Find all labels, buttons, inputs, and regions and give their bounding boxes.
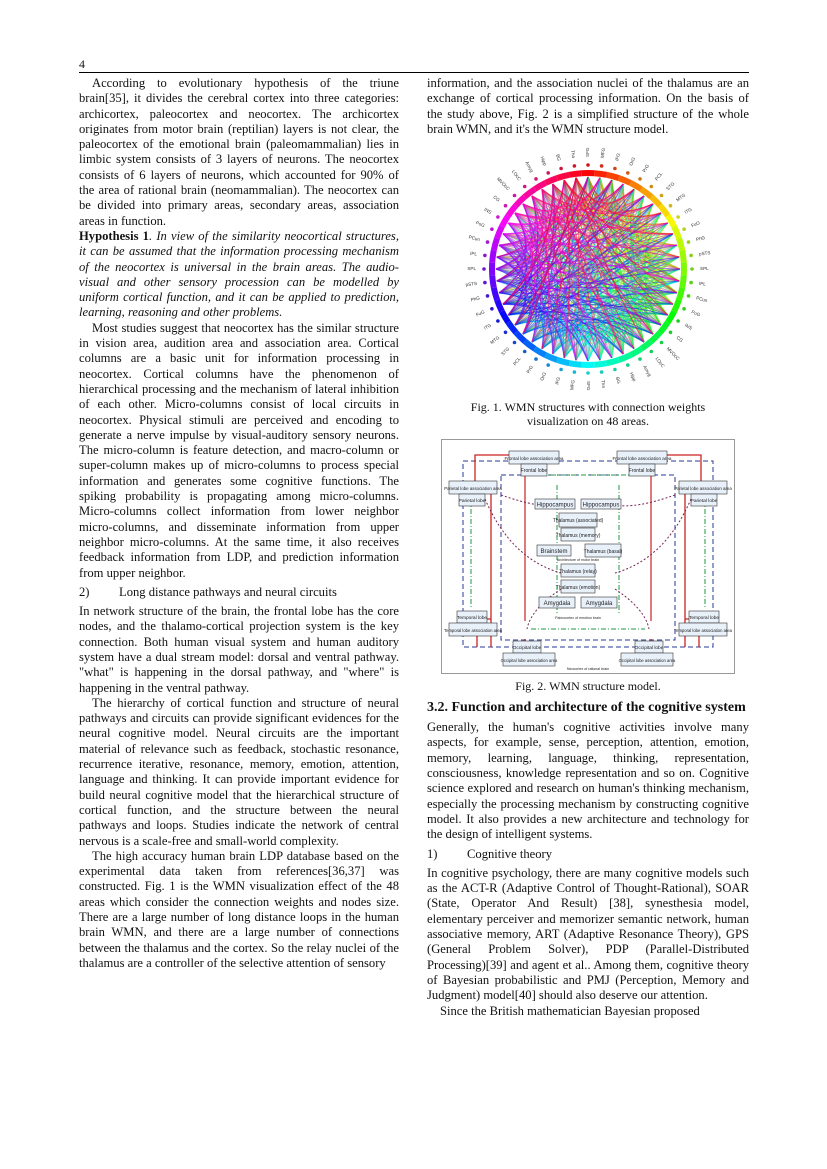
area-node bbox=[638, 357, 642, 361]
wmn-circle-graph bbox=[463, 141, 713, 396]
frontal-assoc-left-label: Frontal lobe association area bbox=[504, 456, 564, 462]
area-label: LOcC bbox=[654, 356, 666, 369]
area-node bbox=[513, 194, 517, 198]
rational-brain-note: Neocortex of rational brain bbox=[566, 667, 610, 672]
paragraph-thalamus: information, and the association nuclei of the thalamus are an exchange of cortical processing information. On the basis of the study above, Fig. 2 is a simplified structure of the whole brain WMN, and it's the WMN structure model. bbox=[427, 76, 749, 136]
area-node bbox=[676, 215, 680, 219]
area-node bbox=[486, 294, 490, 298]
area-ring-segment bbox=[535, 349, 546, 355]
area-label: PoG bbox=[475, 220, 486, 229]
area-node bbox=[690, 267, 694, 271]
frontal-assoc-right-label: Frontal lobe association area bbox=[612, 456, 672, 462]
area-node bbox=[483, 281, 487, 285]
area-ring-segment bbox=[660, 206, 668, 216]
area-label: FuG bbox=[690, 220, 701, 229]
parietal-lobe-left-label: Parietal lobe bbox=[458, 499, 486, 505]
area-ring-segment bbox=[631, 349, 642, 355]
area-label: INS bbox=[683, 322, 694, 331]
list-item-label: Cognitive theory bbox=[467, 846, 552, 861]
area-node bbox=[504, 331, 508, 335]
area-ring-segment bbox=[494, 288, 497, 300]
area-ring-segment bbox=[674, 227, 679, 239]
area-node bbox=[523, 350, 527, 354]
area-label: SFG bbox=[585, 381, 591, 391]
area-ring-segment bbox=[607, 360, 619, 363]
area-label: CG bbox=[675, 335, 685, 344]
thalamus-basal-label: Thalamus (basal) bbox=[583, 549, 623, 556]
area-ring-segment bbox=[668, 312, 674, 323]
area-label: OrG bbox=[539, 371, 548, 382]
paragraph-hierarchy: The hierarchy of cortical function and structure of neural pathways and circuits can provide significant evidences for the neural cognitive model. Neural circuits are the important material of relevance such as feedback, stochastic resonance, recurrence iterative, resonance, memory, emotion, attention, language and thinking. It can provide important evidence for build neural cognitive model that the hierarchical structure of cortical function, and the structure between the neural pathways and loops. Studies indicate the network of central nervous is a scale-free and small-world complexity. bbox=[79, 695, 399, 848]
area-node bbox=[660, 341, 664, 345]
area-label: pSTS bbox=[698, 250, 711, 257]
area-ring-segment bbox=[502, 216, 508, 227]
area-label: SPL bbox=[467, 266, 476, 272]
area-node bbox=[689, 281, 693, 285]
area-label: ITG bbox=[482, 322, 493, 331]
figure-1-caption-line2: visualization on 48 areas. bbox=[527, 414, 649, 429]
area-ring-segment bbox=[619, 178, 631, 183]
figure-1-caption-line1: Fig. 1. WMN structures with connection weights bbox=[470, 400, 706, 415]
area-node bbox=[626, 363, 630, 367]
area-label: PCun bbox=[695, 295, 709, 304]
list-item-label: Long distance pathways and neural circuits bbox=[119, 584, 337, 599]
emotion-brain-note: Paleocortex of emotion brain bbox=[555, 616, 601, 621]
list-number: 1) bbox=[427, 846, 438, 861]
area-label: PhG bbox=[695, 235, 706, 243]
area-ring-segment bbox=[594, 363, 606, 365]
area-ring-segment bbox=[492, 250, 494, 262]
area-node bbox=[573, 370, 577, 374]
area-ring-segment bbox=[525, 189, 535, 197]
area-node bbox=[660, 194, 664, 198]
area-node bbox=[638, 177, 642, 181]
area-node bbox=[613, 368, 617, 372]
right-column bbox=[427, 76, 749, 1019]
temporal-lobe-left-label: Temporal lobe bbox=[456, 616, 488, 622]
figure-1 bbox=[463, 141, 713, 396]
area-label: PCun bbox=[468, 234, 481, 243]
hypothesis-text: . In view of the similarity neocortical structures, it can be assumed that the information processing mechanism of the neocortex is universal in the brain areas. The audio-visual and other sensory procession can be modelled by uniform cortical function, and it can be applied to prediction, learning, reasoning and other problems. bbox=[79, 228, 399, 320]
area-node bbox=[559, 167, 563, 171]
area-label: OrG bbox=[628, 156, 637, 167]
paragraph-network-structure: In network structure of the brain, the frontal lobe has the core nodes, and the thalamo-cortical projection system is the key connection. Both human visual system and human auditory system have a dual stream model: dorsal and ventral pathway. "what" is happening in the dorsal pathway, and "where" is happening in the ventral pathway. bbox=[79, 604, 399, 695]
area-ring-segment bbox=[631, 183, 642, 189]
area-node bbox=[523, 185, 527, 189]
area-label: IFG bbox=[554, 376, 562, 386]
area-label: IPL bbox=[698, 281, 707, 287]
area-node bbox=[600, 164, 604, 168]
thalamus-relay-label: Thalamus (relay) bbox=[559, 569, 597, 576]
hippocampus-left-label: Hippocampus bbox=[536, 502, 574, 509]
area-label: PoG bbox=[690, 309, 702, 318]
area-ring-segment bbox=[641, 189, 651, 197]
list-number: 2) bbox=[79, 584, 90, 599]
area-node bbox=[687, 240, 691, 244]
area-label: MVOcC bbox=[495, 176, 511, 192]
amygdala-left-label: Amygdala bbox=[543, 601, 571, 608]
area-label: pSTS bbox=[465, 281, 478, 288]
paragraph-cognitive-models: In cognitive psychology, there are many cognitive models such as the ACT-R (Adaptive Control of Thought-Rational), SOAR (State, Operator And Result) [38], synesthesia model, elementary perceiver and memorizer semantic network, human associative memory, ART (Adaptive Resonance Theory), GPS (General Problem Solver), PDP (Parallel-Distributed Processing)[39] and agent et al.. Among them, cognitive theory of Bayesian probabilistic and PMJ (Perception, Memory and Judgment) model[40] should also deserve our attention. bbox=[427, 865, 749, 1003]
area-label: SPL bbox=[700, 266, 709, 272]
area-node bbox=[669, 204, 673, 208]
area-node bbox=[490, 307, 494, 311]
area-ring-segment bbox=[679, 288, 682, 300]
area-label: STG bbox=[500, 346, 511, 357]
thalamus-emotion-label: Thalamus (emotion) bbox=[555, 585, 601, 592]
area-node bbox=[496, 215, 500, 219]
area-node bbox=[650, 350, 654, 354]
area-ring-segment bbox=[619, 355, 631, 360]
area-node bbox=[504, 204, 508, 208]
temporal-assoc-right-label: Temporal lobe association area bbox=[674, 628, 732, 634]
figure-2 bbox=[441, 439, 735, 674]
area-ring-segment bbox=[682, 250, 684, 262]
area-label: FuG bbox=[475, 309, 486, 318]
area-label: Tha bbox=[600, 379, 607, 389]
area-ring-segment bbox=[569, 363, 581, 365]
parietal-assoc-right-label: Parietal lobe association area bbox=[674, 486, 732, 492]
area-ring-segment bbox=[594, 173, 606, 175]
area-node bbox=[687, 294, 691, 298]
parietal-lobe-right-label: Parietal lobe bbox=[690, 499, 718, 505]
area-node bbox=[613, 167, 617, 171]
area-node bbox=[534, 177, 538, 181]
area-label: CG bbox=[492, 194, 501, 203]
area-label: MFG bbox=[569, 379, 576, 391]
area-node bbox=[682, 228, 686, 232]
area-ring-segment bbox=[546, 178, 558, 183]
area-node bbox=[482, 267, 486, 271]
paragraph-cognitive-activities: Generally, the human's cognitive activities involve many aspects, for example, sense, perception, attention, emotion, memory, learning, language, thinking, representation, consciousness, knowledge representation and so on. Cognitive science explored and research on human's thinking mechanism, especially the processing mechanism by constructing cognitive model. It also provides a new architecture and technology for the design of intelligent systems. bbox=[427, 720, 749, 842]
area-node bbox=[600, 370, 604, 374]
parietal-assoc-left-label: Parietal lobe association area bbox=[444, 486, 502, 492]
area-label: PrG bbox=[641, 163, 651, 174]
area-label: PrG bbox=[525, 364, 534, 375]
area-node bbox=[682, 307, 686, 311]
area-ring-segment bbox=[569, 173, 581, 175]
wmn-structure-diagram bbox=[441, 439, 735, 674]
thalamus-associated-label: Thalamus (associated) bbox=[552, 518, 604, 525]
thalamus-memory-label: Thalamus (memory) bbox=[555, 533, 601, 540]
area-label: MTG bbox=[675, 192, 687, 203]
area-label: MTG bbox=[489, 335, 501, 346]
area-ring-segment bbox=[525, 341, 535, 349]
figure-2-caption: Fig. 2. WMN structure model. bbox=[515, 679, 661, 694]
area-ring-segment bbox=[502, 312, 508, 323]
area-node bbox=[689, 254, 693, 258]
temporal-assoc-left-label: Temporal lobe association area bbox=[444, 628, 502, 634]
area-label: IPL bbox=[469, 250, 478, 257]
area-label: Amyg bbox=[524, 160, 535, 174]
paragraph-ldp-database: The high accuracy human brain LDP database based on the experimental data taken from references[36,37] was constructed. Fig. 1 is the WMN visualization effect of the 48 areas which consider the connection weights and nodes size. There are a large number of long distance loops in the human brain WMN, and there are a large number of connections between the thalamus and the cortex. So the relay nuclei of the thalamus are a controller of the selective attention of sensory bbox=[79, 848, 399, 970]
area-node bbox=[586, 163, 590, 167]
area-ring-segment bbox=[492, 275, 494, 287]
area-ring-segment bbox=[679, 238, 682, 250]
area-label: PCL bbox=[512, 356, 522, 367]
area-node bbox=[626, 171, 630, 175]
occipital-assoc-left-label: Occipital lobe association area bbox=[500, 658, 558, 664]
section-title: 3.2. Function and architecture of the cognitive system bbox=[427, 700, 746, 716]
hypothesis-1 bbox=[79, 229, 399, 321]
motor-brain-note: Architecture of motor brain bbox=[556, 558, 600, 563]
page-number: 4 bbox=[79, 57, 85, 71]
area-node bbox=[534, 357, 538, 361]
area-label: ITG bbox=[683, 206, 693, 216]
area-ring-segment bbox=[535, 183, 546, 189]
frontal-lobe-right-label: Frontal lobe bbox=[628, 468, 656, 475]
area-label: PhG bbox=[470, 295, 481, 303]
area-label: STG bbox=[665, 181, 676, 192]
area-node bbox=[669, 331, 673, 335]
frontal-lobe-left-label: Frontal lobe bbox=[520, 468, 548, 475]
area-node bbox=[586, 371, 590, 375]
list-item-1 bbox=[427, 847, 749, 862]
area-ring-segment bbox=[557, 360, 569, 363]
area-ring-segment bbox=[508, 322, 516, 332]
area-label: LOcC bbox=[510, 169, 523, 182]
area-node bbox=[650, 185, 654, 189]
area-ring-segment bbox=[546, 355, 558, 360]
area-ring-segment bbox=[508, 206, 516, 216]
area-node bbox=[546, 363, 550, 367]
paragraph-neocortex: Most studies suggest that neocortex has the similar structure in vision area, audition area and association area. Cortical columns are a basic unit for information processing in neocortex. Cortical columns have the phenomenon of hierarchical processing and the mechanism of lateral inhibition of each other. Micro-columns consist of local circuits in neocortex. Physical stimuli are perceived and encoding to generate a nerve impulse by visual-auditory sensory neurons. The micro-column is feature detection, and macro-column or super-column makes up of micro-columns to process special information and generates some cognitive functions. The spiking probability is propagating among micro-columns. Micro-columns collect information from lower neighbor micro-columns, and disseminate information from upper neighbor micro-columns. At the same time, it also receives feedback information from LDP, and prediction information from upper neighbor. bbox=[79, 320, 399, 580]
area-node bbox=[490, 228, 494, 232]
area-label: IFG bbox=[614, 152, 622, 162]
area-node bbox=[546, 171, 550, 175]
hippocampus-right-label: Hippocampus bbox=[582, 502, 620, 509]
area-ring-segment bbox=[494, 238, 497, 250]
area-node bbox=[513, 341, 517, 345]
area-label: Hipp bbox=[628, 371, 638, 383]
area-label: MVOcC bbox=[665, 346, 681, 362]
area-label: BG bbox=[614, 376, 622, 385]
area-node bbox=[496, 319, 500, 323]
occipital-lobe-right-label: Occipital lobe bbox=[634, 646, 664, 652]
amygdala-right-label: Amygdala bbox=[585, 601, 613, 608]
area-ring-segment bbox=[682, 275, 684, 287]
area-label: BG bbox=[555, 153, 562, 162]
connection-lines bbox=[496, 177, 680, 361]
area-label: INS bbox=[483, 206, 493, 216]
temporal-lobe-right-label: Temporal lobe bbox=[688, 616, 720, 622]
area-label: Hipp bbox=[539, 155, 548, 167]
area-ring-segment bbox=[557, 175, 569, 178]
area-ring-segment bbox=[497, 300, 502, 312]
left-column bbox=[79, 76, 399, 971]
area-node bbox=[559, 368, 563, 372]
brainstem-label: Brainstem bbox=[540, 549, 568, 556]
list-item-2 bbox=[79, 585, 399, 600]
occipital-assoc-right-label: Occipital lobe association area bbox=[618, 658, 676, 664]
area-label: SFG bbox=[585, 147, 591, 158]
area-ring-segment bbox=[497, 227, 502, 239]
area-label: MFG bbox=[599, 147, 607, 159]
area-node bbox=[676, 319, 680, 323]
header-rule bbox=[79, 72, 749, 73]
paragraph-bayesian: Since the British mathematician Bayesian proposed bbox=[440, 1003, 700, 1018]
paragraph-triune: According to evolutionary hypothesis of the triune brain[35], it divides the cerebral cortex into three categories: archicortex, paleocortex and neocortex. The archicortex originates from motor brain (reptilian) layers is not clear, the paleocortex of the emotional brain (paleomammalian) lies in limbic system consists of 3 layers of neurons. The neocortex consists of 6 layers of neurons, which accounted for 90% of the area of rational brain (neomammalian). The neocortex can be divided into primary areas, secondary areas, association areas in function. bbox=[79, 76, 399, 228]
area-label: Tha bbox=[570, 149, 577, 159]
area-label: Amyg bbox=[642, 364, 653, 378]
area-node bbox=[483, 254, 487, 258]
area-node bbox=[486, 240, 490, 244]
area-node bbox=[573, 164, 577, 168]
area-ring-segment bbox=[660, 322, 668, 332]
area-ring-segment bbox=[674, 300, 679, 312]
figure-1-caption bbox=[427, 400, 749, 428]
area-label: PCL bbox=[653, 171, 664, 182]
hypothesis-label: Hypothesis 1 bbox=[79, 228, 149, 243]
area-ring-segment bbox=[668, 216, 674, 227]
occipital-lobe-left-label: Occipital lobe bbox=[512, 646, 542, 652]
area-ring-segment bbox=[607, 175, 619, 178]
area-ring-segment bbox=[641, 341, 651, 349]
